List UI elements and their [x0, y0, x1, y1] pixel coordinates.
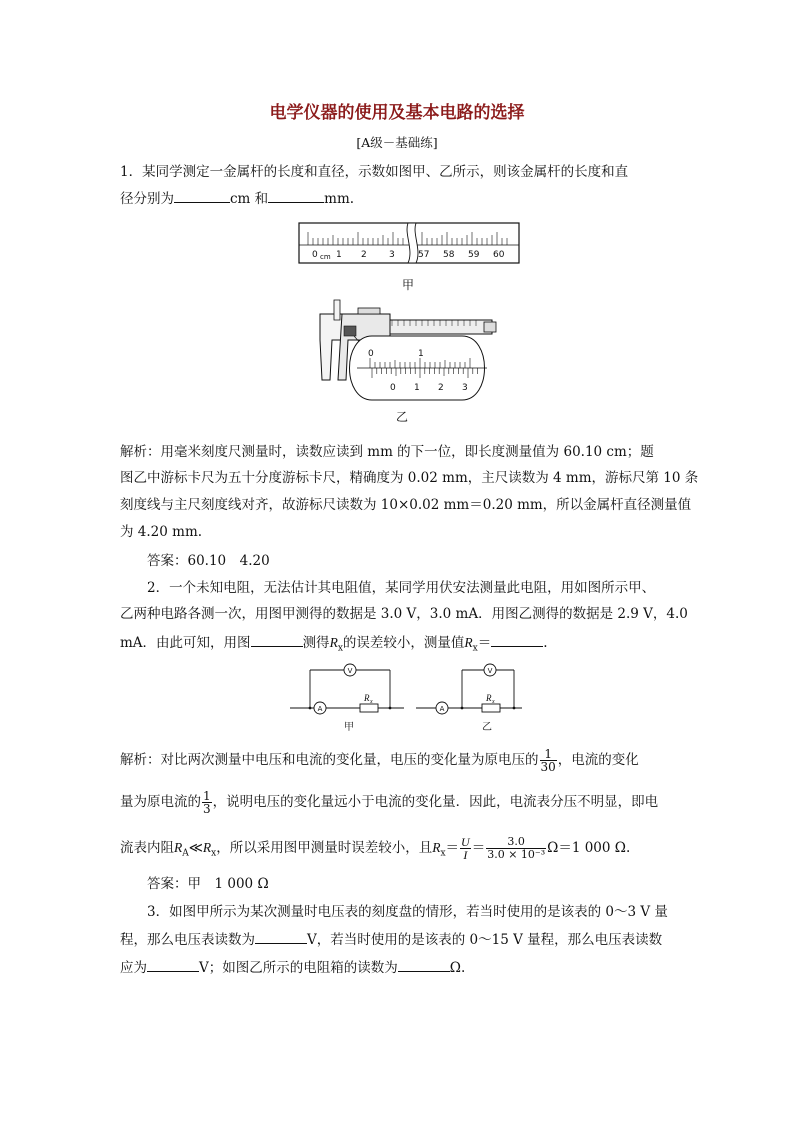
q3-line-3: 应为 V；如图乙所示的电阻箱的读数为 Ω. — [120, 957, 680, 978]
page-title: 电学仪器的使用及基本电路的选择 — [269, 103, 525, 123]
a2-answer: 答案：甲 1 000 Ω — [147, 876, 269, 892]
circuit-label-yi: 乙 — [482, 722, 492, 733]
resistor-label-sub: x — [492, 699, 495, 705]
q1-line-1: 1．某同学测定一金属杆的长度和直径，示数如图甲、乙所示，则该金属杆的长度和直 — [120, 164, 629, 180]
answer-blank — [174, 188, 230, 203]
answer-blank — [251, 632, 303, 647]
q1-line-2: 径分别为 cm 和 mm. — [120, 188, 680, 209]
a1-line-4: 为 4.20 mm. — [120, 524, 203, 540]
a2-line-1: 解析：对比两次测量中电压和电流的变化量，电压的变化量为原电压的 $\frac{1}{30}$ ，电流的变化 — [120, 747, 639, 774]
circuit-label-jia: 甲 — [344, 722, 354, 733]
ruler-tick-label: 3 — [389, 250, 395, 260]
ruler-tick-label: 2 — [361, 250, 367, 260]
a1-answer: 答案：60.10 4.20 — [147, 553, 270, 569]
ammeter-label: A — [317, 705, 323, 713]
vernier-scale-label: 2 — [438, 383, 444, 393]
vernier-main-label: 1 — [418, 349, 424, 359]
q3-line-2: 程，那么电压表读数为 V，若当时使用的是该表的 0～15 V 量程，那么电压表读数 — [120, 929, 680, 950]
vernier-scale-label: 3 — [462, 383, 468, 393]
a1-line-3: 刻度线与主尺刻度线对齐，故游标尺读数为 10×0.02 mm＝0.20 mm，所以金属杆直径测量值 — [120, 497, 692, 513]
a2-line-3: 流表内阻$R_A≪R_x$，所以采用图甲测量时误差较小，且$R_x=$ $\frac{U}{I}$ ＝ $\frac{3.0}{\text{3.0 × 10⁻³}}$ Ω＝1 000 Ω. — [120, 835, 631, 862]
ruler-tick-label: 0 — [312, 250, 318, 260]
voltmeter-label: V — [487, 667, 493, 675]
a2-line-2: 量为原电流的 $\frac{1}{3}$ ，说明电压的变化量远小于电流的变化量．因此，电流表分压不明显，即电 — [120, 789, 659, 816]
answer-blank — [147, 957, 199, 972]
q2-line-2: 乙两种电路各测一次，用图甲测得的数据是 3.0 V，3.0 mA．用图乙测得的数据是 2.9 V，4.0 — [120, 606, 688, 622]
ruler-tick-label: 57 — [418, 250, 430, 260]
ruler-figure — [298, 222, 520, 266]
fraction: $\frac{U}{I}$ — [461, 835, 470, 862]
ruler-tick-label: 60 — [493, 250, 505, 260]
ammeter-label: A — [439, 705, 445, 713]
circuit-diagrams — [286, 660, 526, 736]
vernier-main-label: 0 — [368, 349, 374, 359]
resistor-label: R — [364, 693, 370, 703]
fraction: $\frac{1}{30}$ — [540, 747, 556, 774]
fraction: $\frac{3.0}{\text{3.0 × 10⁻³}}$ — [487, 835, 546, 861]
a1-line-2: 图乙中游标卡尺为五十分度游标卡尺，精确度为 0.02 mm，主尺读数为 4 mm，游标尺第 10 条 — [120, 470, 699, 486]
resistor-label-sub: x — [370, 699, 373, 705]
resistor-label: R — [486, 693, 492, 703]
figure-label-yi: 乙 — [396, 410, 409, 424]
answer-blank — [268, 188, 324, 203]
figure-label-jia: 甲 — [402, 278, 415, 292]
answer-blank — [398, 957, 450, 972]
ruler-tick-label: 1 — [336, 250, 342, 260]
q2-line-3: mA．由此可知，用图 测得$R_x$的误差较小，测量值$R_x=$ . — [120, 632, 680, 659]
vernier-caliper-figure — [312, 296, 498, 406]
q3-line-1: 3．如图甲所示为某次测量时电压表的刻度盘的情形，若当时使用的是该表的 0～3 V 量 — [147, 904, 668, 920]
answer-blank — [491, 632, 543, 647]
vernier-scale-label: 1 — [414, 383, 420, 393]
vernier-scale-label: 0 — [390, 383, 396, 393]
section-label: [A级－基础练] — [356, 135, 438, 150]
q2-line-1: 2．一个未知电阻，无法估计其电阻值，某同学用伏安法测量此电阻，用如图所示甲、 — [147, 580, 656, 596]
answer-blank — [255, 929, 307, 944]
ruler-tick-label: 58 — [443, 250, 455, 260]
voltmeter-label: V — [347, 667, 353, 675]
ruler-unit-label: cm — [320, 253, 331, 261]
ruler-tick-label: 59 — [468, 250, 480, 260]
fraction: $\frac{1}{3}$ — [203, 789, 211, 816]
a1-line-1: 解析：用毫米刻度尺测量时，读数应读到 mm 的下一位，即长度测量值为 60.10 cm；题 — [120, 444, 654, 460]
